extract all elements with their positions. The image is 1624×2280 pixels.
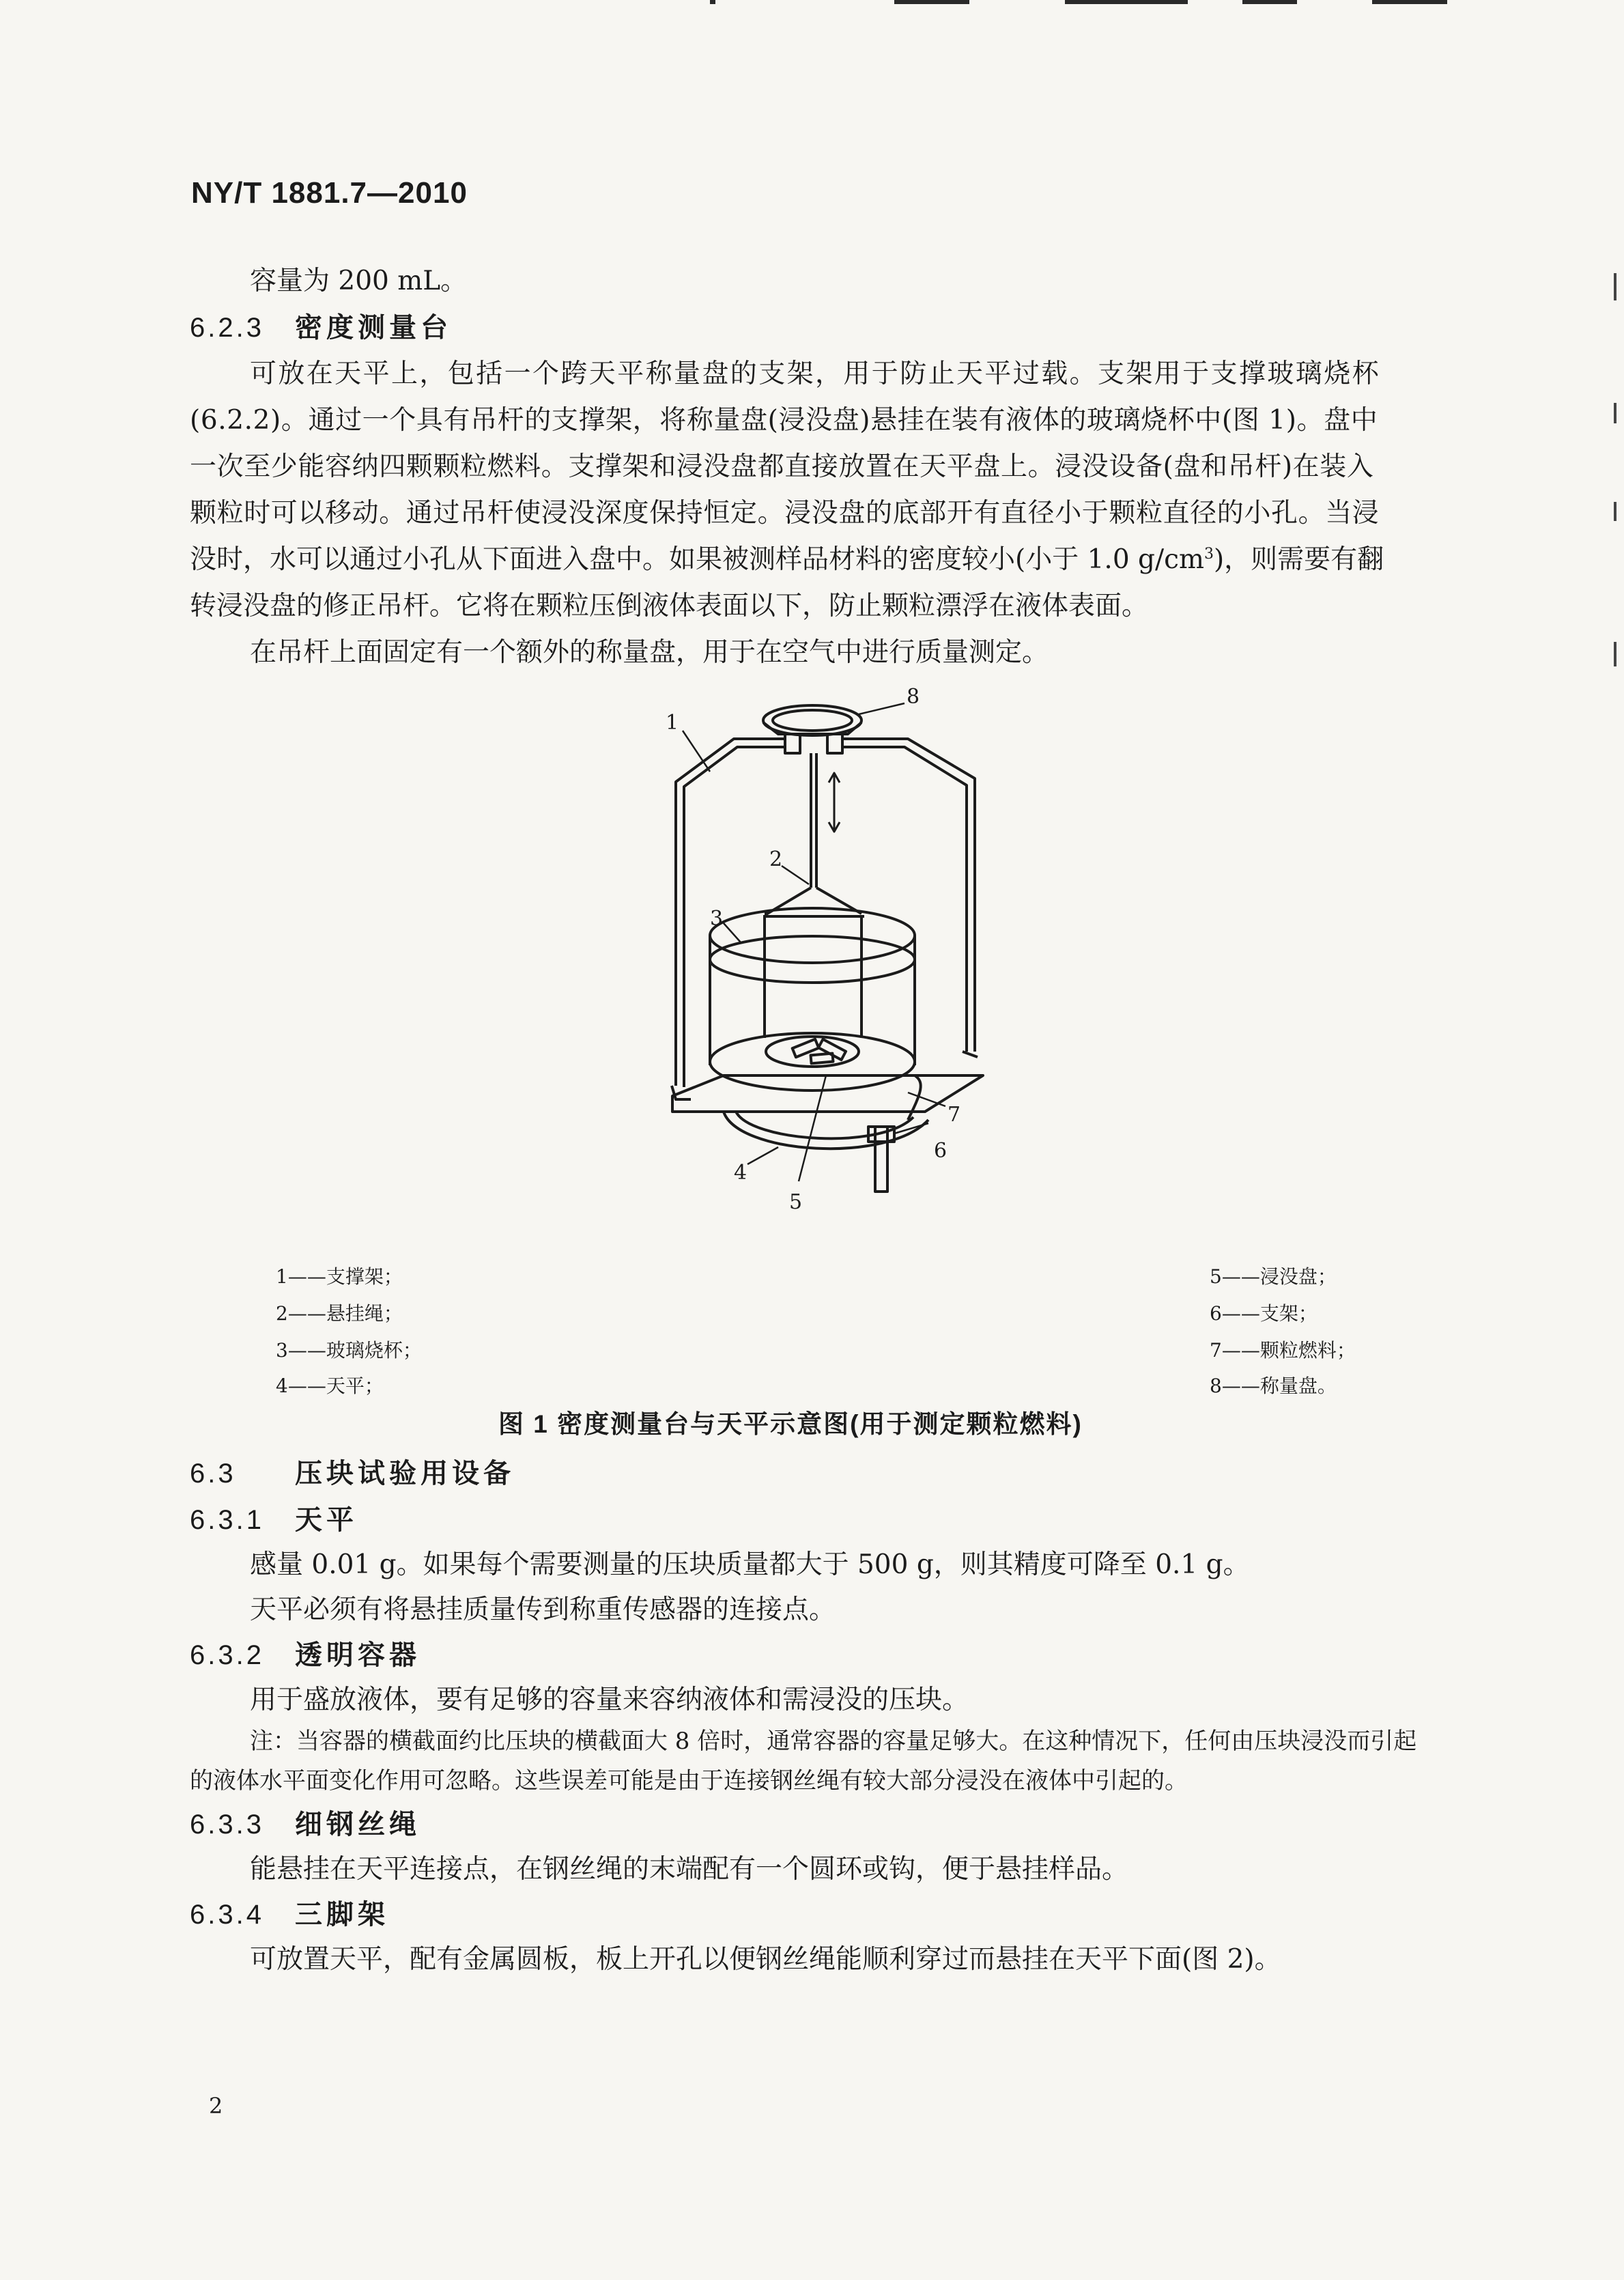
paragraph-line: (6.2.2)。通过一个具有吊杆的支撑架，将称量盘(浸没盘)悬挂在装有液体的玻璃烧杯中(图 1)。盘中: [190, 405, 1378, 436]
section-number: 6.2.3: [190, 313, 264, 343]
figure-label-4: 4: [734, 1161, 747, 1185]
density-measurement-station-diagram: [642, 676, 997, 1222]
page-number: 2: [209, 2093, 223, 2119]
section-number: 6.3: [190, 1459, 236, 1489]
section-6-3-3-heading: [190, 1803, 421, 1842]
scan-edge-mark: [1614, 403, 1616, 423]
note-line: 注：当容器的横截面约比压块的横截面大 8 倍时，通常容器的容量足够大。在这种情况下，任何由压块浸没而引起: [250, 1728, 1417, 1755]
paragraph-line: 可放在天平上，包括一个跨天平称量盘的支架，用于防止天平过载。支架用于支撑玻璃烧杯: [250, 358, 1381, 389]
paragraph-line: 可放置天平，配有金属圆板，板上开孔以便钢丝绳能顺利穿过而悬挂在天平下面(图 2)。: [250, 1944, 1281, 1975]
paragraph-line: 一次至少能容纳四颗颗粒燃料。支撑架和浸没盘都直接放置在天平盘上。浸没设备(盘和吊杆)在装入: [190, 451, 1374, 482]
section-number: 6.3.1: [190, 1505, 264, 1535]
paragraph-line: 转浸没盘的修正吊杆。它将在颗粒压倒液体表面以下，防止颗粒漂浮在液体表面。: [190, 591, 1149, 621]
capacity-text: 容量为 200 mL。: [250, 266, 468, 296]
section-number: 6.3.4: [190, 1900, 264, 1930]
legend-item: 2——悬挂绳；: [276, 1302, 403, 1325]
figure-label-3: 3: [710, 907, 724, 931]
section-6-2-3-heading: [190, 306, 452, 345]
section-title: 天平: [295, 1505, 358, 1535]
section-title: 密度测量台: [295, 313, 452, 343]
legend-item: 1——支撑架；: [276, 1265, 403, 1288]
section-title: 三脚架: [295, 1900, 389, 1930]
scan-edge-mark: [1614, 502, 1616, 521]
paragraph-line: 颗粒时可以移动。通过吊杆使浸没深度保持恒定。浸没盘的底部开有直径小于颗粒直径的小孔。当浸: [190, 498, 1380, 529]
top-scan-marks: [683, 0, 1461, 7]
legend-item: 8——称量盘。: [1210, 1375, 1337, 1397]
figure-label-6: 6: [934, 1139, 948, 1163]
section-title: 细钢丝绳: [295, 1810, 421, 1840]
section-6-3-heading: [190, 1452, 515, 1491]
figure-label-8: 8: [907, 685, 920, 709]
standard-code-header: NY/T 1881.7—2010: [191, 176, 468, 210]
section-title: 透明容器: [295, 1640, 421, 1670]
legend-item: 4——天平；: [276, 1375, 384, 1397]
figure-label-7: 7: [948, 1103, 961, 1127]
paragraph-line: 在吊杆上面固定有一个额外的称量盘，用于在空气中进行质量测定。: [250, 637, 1049, 668]
figure-caption: 图 1 密度测量台与天平示意图(用于测定颗粒燃料): [498, 1410, 1083, 1438]
paragraph-line: 没时，水可以通过小孔从下面进入盘中。如果被测样品材料的密度较小(小于 1.0 $g/cm^3$)，则需要有翻: [190, 544, 1384, 575]
scan-edge-mark: [1614, 642, 1616, 666]
section-6-3-4-heading: [190, 1893, 389, 1932]
section-6-3-1-heading: [190, 1498, 358, 1537]
legend-item: 7——颗粒燃料；: [1210, 1339, 1356, 1362]
legend-item: 3——玻璃烧杯；: [276, 1339, 422, 1362]
scan-edge-mark: [1614, 273, 1616, 300]
section-title: 压块试验用设备: [295, 1459, 515, 1489]
legend-item: 6——支架；: [1210, 1302, 1317, 1325]
section-6-3-2-heading: [190, 1633, 421, 1672]
section-number: 6.3.2: [190, 1640, 264, 1670]
figure-label-1: 1: [666, 711, 679, 735]
paragraph-line: 用于盛放液体，要有足够的容量来容纳液体和需浸没的压块。: [250, 1685, 969, 1715]
figure-label-5: 5: [789, 1190, 803, 1214]
legend-item: 5——浸没盘；: [1210, 1265, 1337, 1288]
paragraph-line: 能悬挂在天平连接点，在钢丝绳的末端配有一个圆环或钩，便于悬挂样品。: [250, 1854, 1129, 1885]
note-line: 的液体水平面变化作用可忽略。这些误差可能是由于连接钢丝绳有较大部分浸没在液体中引起的。: [190, 1767, 1188, 1795]
section-number: 6.3.3: [190, 1810, 264, 1840]
paragraph-line: 感量 0.01 g。如果每个需要测量的压块质量都大于 500 g，则其精度可降至 0.1 g。: [250, 1549, 1250, 1580]
paragraph-line: 天平必须有将悬挂质量传到称重传感器的连接点。: [250, 1594, 836, 1625]
figure-label-2: 2: [769, 847, 783, 871]
